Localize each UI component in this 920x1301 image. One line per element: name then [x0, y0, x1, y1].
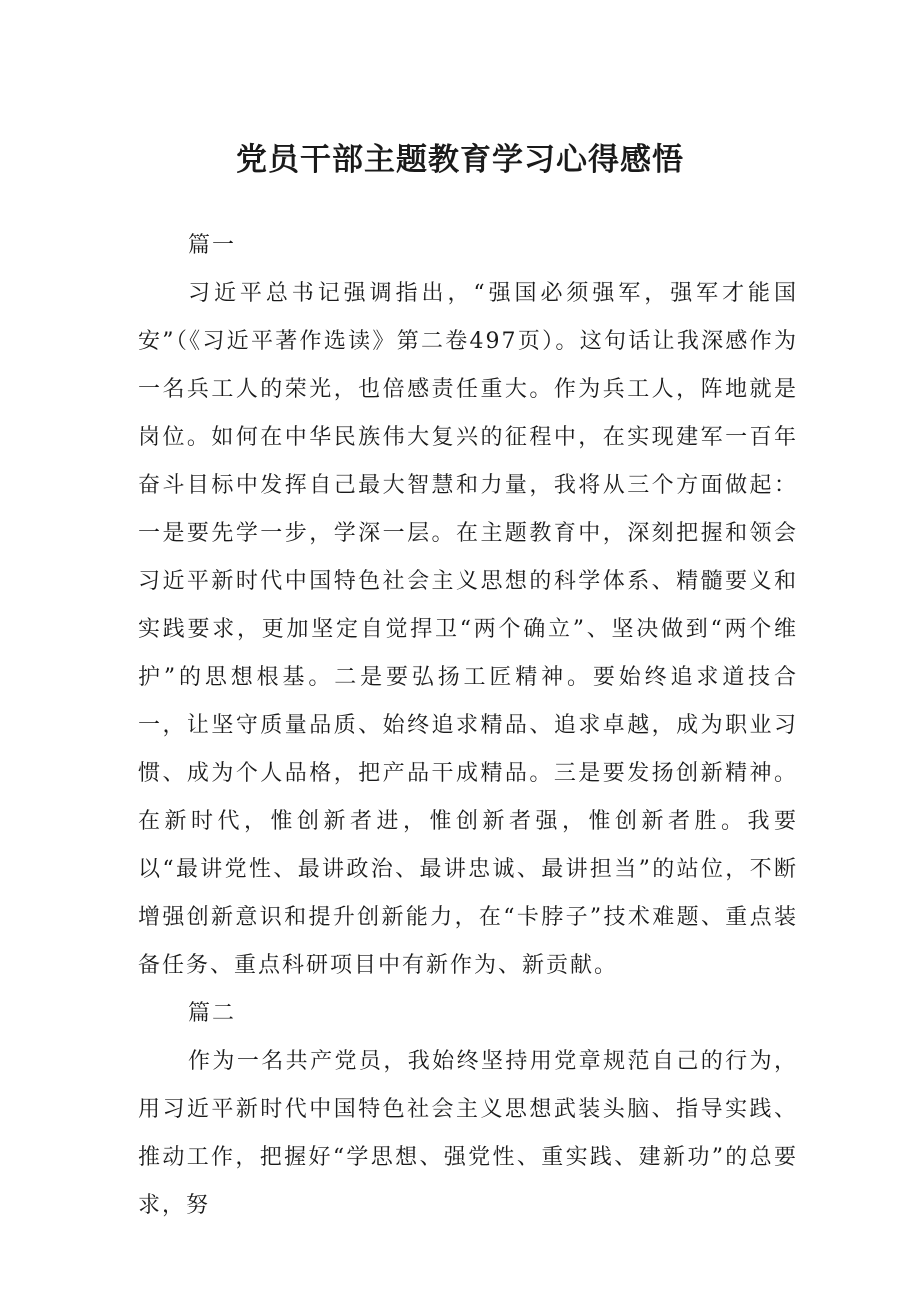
section-label-1: 篇一 [188, 233, 237, 258]
document-title: 党员干部主题教育学习心得感悟 [236, 142, 684, 178]
document-body [138, 222, 798, 1230]
section-paragraph-1: 习近平总书记强调指出，“强国必须强军，强军才能国安”（《习近平著作选读》第二卷497页）。这句话让我深感作为一名兵工人的荣光，也倍感责任重大。作为兵工人，阵地就是岗位。如何在中华民族伟大复兴的征程中，在实现建军一百年奋斗目标中发挥自己最大智慧和力量，我将从三个方面做起：一是要先学一步，学深一层。在主题教育中，深刻把握和领会习近平新时代中国特色社会主义思想的科学体系、精髓要义和实践要求，更加坚定自觉捍卫“两个确立”、坚决做到“两个维护”的思想根基。二是要弘扬工匠精神。要始终追求道技合一，让坚守质量品质、始终追求精品、追求卓越，成为职业习惯、成为个人品格，把产品干成精品。三是要发扬创新精神。在新时代，惟创新者进，惟创新者强，惟创新者胜。我要以“最讲党性、最讲政治、最讲忠诚、最讲担当”的站位，不断增强创新意识和提升创新能力，在“卡脖子”技术难题、重点装备任务、重点科研项目中有新作为、新贡献。 [138, 281, 798, 978]
section-paragraph-2: 作为一名共产党员，我始终坚持用党章规范自己的行为，用习近平新时代中国特色社会主义思想武装头脑、指导实践、推动工作，把握好“学思想、强党性、重实践、建新功”的总要求，努 [138, 1049, 798, 1218]
section-label-2: 篇二 [188, 1001, 237, 1026]
